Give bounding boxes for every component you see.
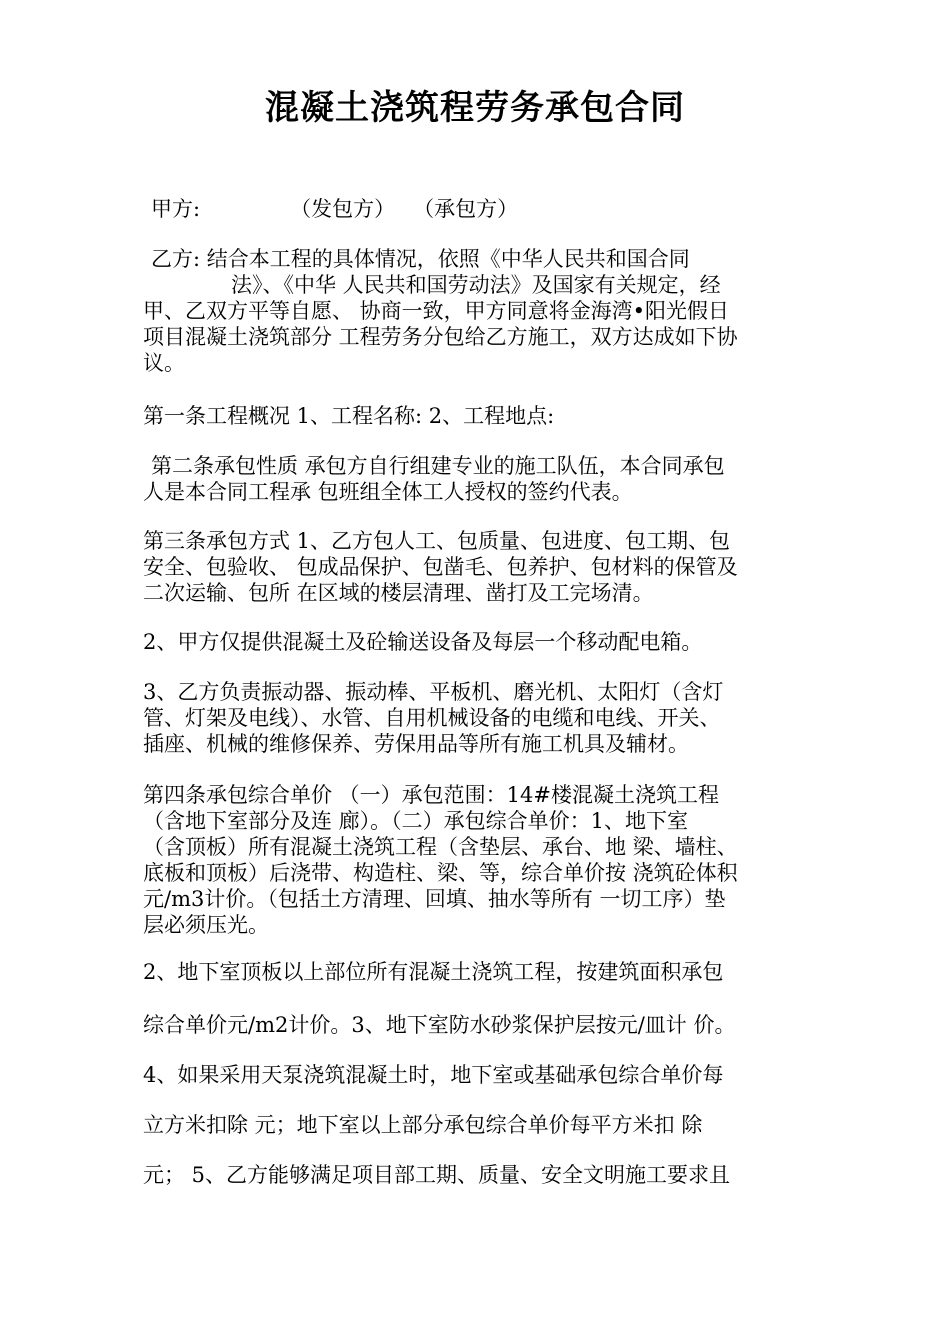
party-a-line: [143, 196, 831, 222]
article-4-item-2-line-1: 2、地下室顶板以上部位所有混凝土浇筑工程，按建筑面积承包: [143, 960, 724, 984]
paragraph-line: 安全、包验收、 包成品保护、包凿毛、包养护、包材料的保管及: [143, 555, 738, 579]
paragraph-line: 第三条承包方式 1、乙方包人工、包质量、包进度、包工期、包: [143, 529, 731, 553]
contractor-role: （发包方）: [290, 197, 396, 221]
paragraph-line: 层必须压光。: [143, 913, 269, 937]
subcontractor-role: （承包方）: [413, 197, 519, 221]
paragraph-line: 第四条承包综合单价 （一）承包范围：14#楼混凝土浇筑工程: [143, 783, 719, 807]
article-4-item-4-line-2: 立方米扣除 元；地下室以上部分承包综合单价每平方米扣 除: [143, 1113, 703, 1137]
article-3: [143, 528, 823, 606]
paragraph-line: 元/m3计价。（包括土方清理、回填、抽水等所有 一切工序）垫: [143, 887, 726, 911]
article-4: [143, 782, 823, 938]
paragraph-line: （含顶板）所有混凝土浇筑工程（含垫层、承台、地 梁、墙柱、: [143, 835, 738, 859]
article-3-item-3: [143, 679, 823, 757]
paragraph-line: 第二条承包性质 承包方自行组建专业的施工队伍，本合同承包: [151, 454, 725, 478]
party-a-label: 甲方:: [151, 197, 201, 221]
paragraph-line: 法》、《中华 人民共和国劳动法》及国家有关规定，经: [231, 273, 721, 297]
paragraph-line: 议。: [143, 351, 185, 375]
party-b-intro: [143, 246, 823, 376]
paragraph-line: 管、灯架及电线）、水管、自用机械设备的电缆和电线、开关、: [143, 706, 721, 730]
article-4-item-4-line-3: 元； 5、乙方能够满足项目部工期、质量、安全文明施工要求且: [143, 1163, 731, 1187]
article-4-item-2-line-2: 综合单价元/m2计价。3、地下室防水砂浆保护层按元/皿计 价。: [143, 1013, 736, 1037]
paragraph-line: 3、乙方负责振动器、振动棒、平板机、磨光机、太阳灯（含灯: [143, 680, 724, 704]
paragraph-line: 第一条工程概况 1、工程名称: 2、工程地点:: [143, 404, 555, 428]
paragraph-line: 底板和顶板）后浇带、构造柱、梁、等，综合单价按 浇筑砼体积: [143, 861, 738, 885]
article-4-item-4-line-1: 4、如果采用天泵浇筑混凝土时，地下室或基础承包综合单价每: [143, 1063, 724, 1087]
paragraph-line: 甲、乙双方平等自愿、 协商一致，甲方同意将金海湾•阳光假日: [143, 299, 730, 323]
paragraph-line: （含地下室部分及连 廊）。（二）承包综合单价：1、地下室: [143, 809, 689, 833]
paragraph-line: 人是本合同工程承 包班组全体工人授权的签约代表。: [143, 480, 633, 504]
article-1: [143, 403, 823, 429]
paragraph-line: 插座、机械的维修保养、劳保用品等所有施工机具及辅材。: [143, 732, 689, 756]
article-2: [143, 453, 823, 505]
paragraph-line: 乙方: 结合本工程的具体情况，依照《中华人民共和国合同: [151, 247, 690, 271]
paragraph-line: 项目混凝土浇筑部分 工程劳务分包给乙方施工，双方达成如下协: [143, 325, 738, 349]
article-3-item-2: [143, 629, 823, 655]
document-title: 混凝土浇筑程劳务承包合同: [265, 88, 685, 128]
paragraph-line: 二次运输、包所 在区域的楼层清理、凿打及工完场清。: [143, 581, 654, 605]
paragraph-line: 2、甲方仅提供混凝土及砼输送设备及每层一个移动配电箱。: [143, 630, 703, 654]
